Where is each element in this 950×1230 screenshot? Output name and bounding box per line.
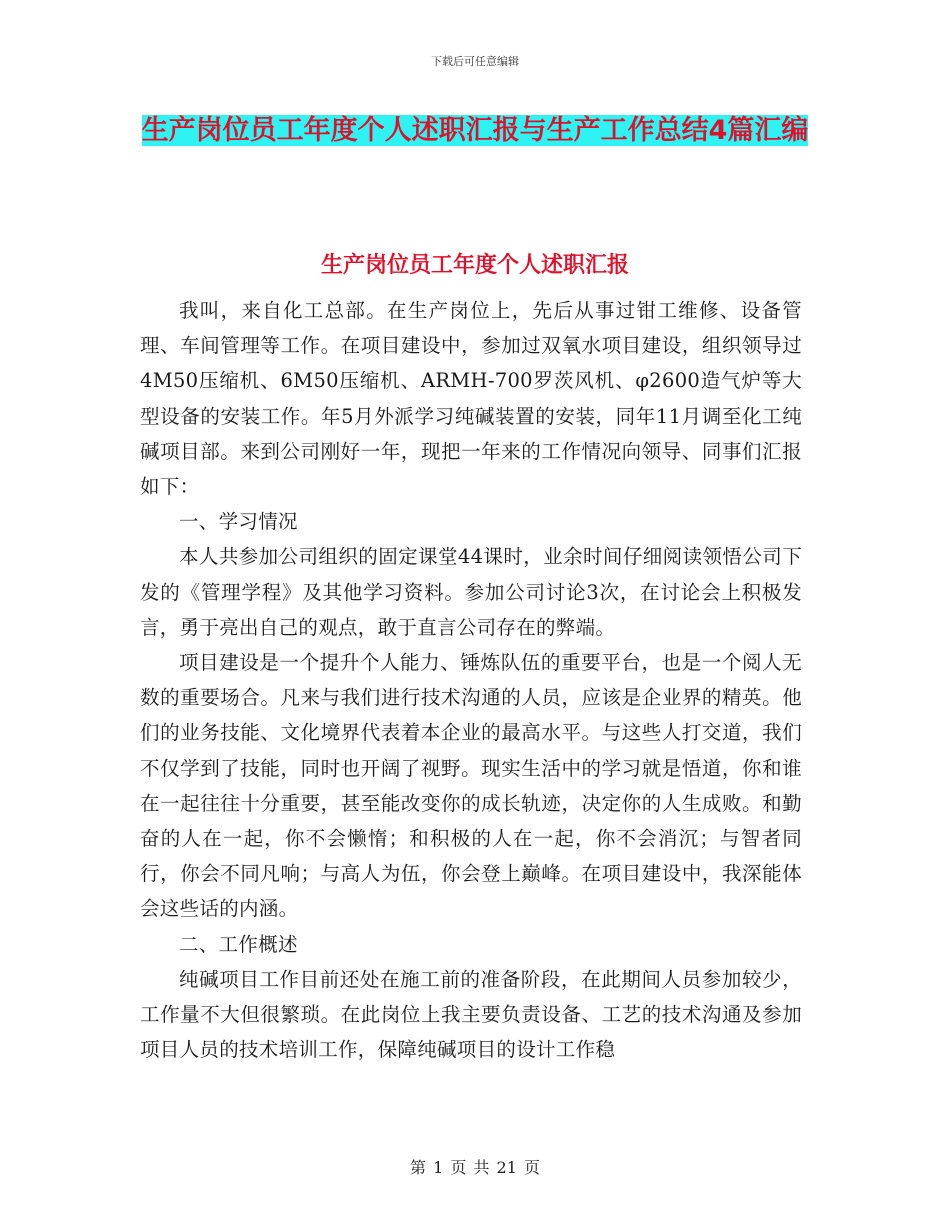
page-number: 第 1 页 共 21 页 (410, 1158, 540, 1177)
document-title (140, 108, 810, 154)
header-note: 下载后可任意编辑 (431, 55, 519, 68)
section-title: 生产岗位员工年度个人述职汇报 (320, 253, 629, 278)
document-title-text: 生产岗位员工年度个人述职汇报与生产工作总结4篇汇编 (141, 115, 809, 146)
paragraph: 项目建设是一个提升个人能力、锤炼队伍的重要平台，也是一个阅人无数的重要场合。凡来与我们进行技术沟通的人员，应该是企业界的精英。他们的业务技能、文化境界代表着本企业的最高水平。与这些人打交道，我们不仅学到了技能，同时也开阔了视野。现实生活中的学习就是悟道，你和谁在一起往往十分重要，甚至能改变你的成长轨迹，决定你的人生成败。和勤奋的人在一起，你不会懒惰；和积极的人在一起，你不会消沉；与智者同行，你会不同凡响；与高人为伍，你会登上巅峰。在项目建设中，我深能体会这些话的内涵。 (140, 651, 802, 921)
paragraph: 本人共参加公司组织的固定课堂44课时，业余时间仔细阅读领悟公司下发的《管理学程》及其他学习资料。参加公司讨论3次，在讨论会上积极发言，勇于亮出自己的观点，敢于直言公司存在的弊端。 (140, 545, 802, 639)
heading-work-overview: 二、工作概述 (179, 932, 298, 956)
heading-study: 一、学习情况 (179, 510, 298, 534)
document-body (140, 293, 802, 1067)
paragraph: 纯碱项目工作目前还处在施工前的准备阶段，在此期间人员参加较少，工作量不大但很繁琐。在此岗位上我主要负责设备、工艺的技术沟通及参加项目人员的技术培训工作，保障纯碱项目的设计工作稳 (140, 967, 802, 1062)
paragraph: 我叫，来自化工总部。在生产岗位上，先后从事过钳工维修、设备管理、车间管理等工作。在项目建设中，参加过双氧水项目建设，组织领导过4M50压缩机、6M50压缩机、ARMH-700罗茨风机、φ2600造气炉等大型设备的安装工作。年5月外派学习纯碱装置的安装，同年11月调至化工纯碱项目部。来到公司刚好一年，现把一年来的工作情况向领导、同事们汇报如下： (140, 299, 802, 499)
